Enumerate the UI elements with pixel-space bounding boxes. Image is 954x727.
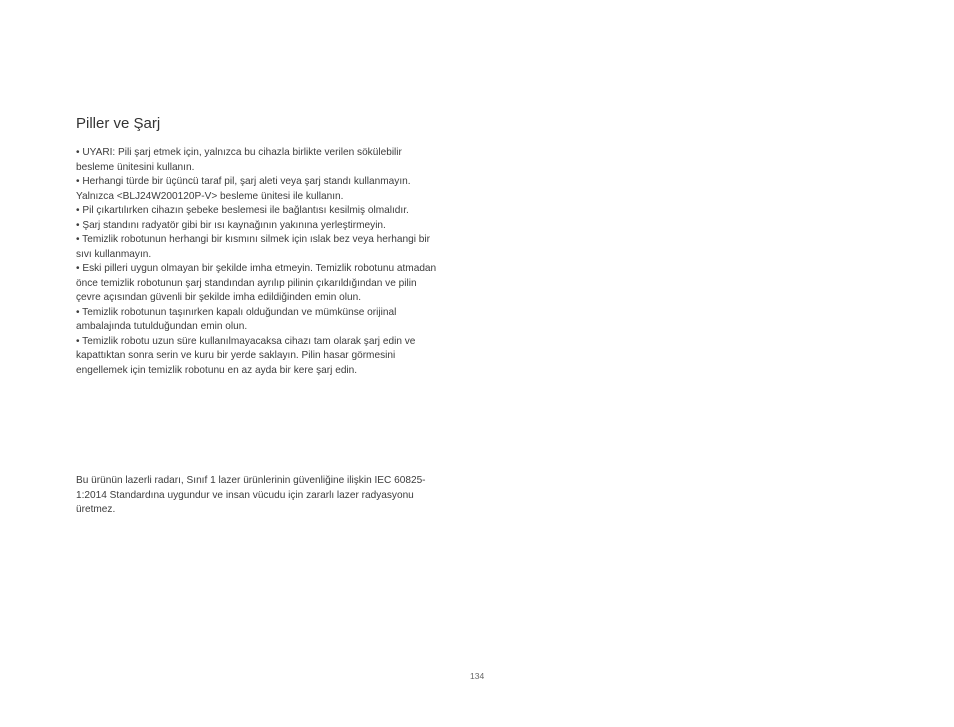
laser-safety-note: Bu ürünün lazerli radarı, Sınıf 1 lazer ürünlerinin güvenliğine ilişkin IEC 60825-1:2014 Standardına uygundur ve insan vücudu için zararlı lazer radyasyonu üretmez. xyxy=(76,475,426,515)
warning-item: • Temizlik robotu uzun süre kullanılmayacaksa cihazı tam olarak şarj edin ve kapattıktan sonra serin ve kuru bir yerde saklayın. Pilin hasar görmesini engellemek için temizlik robotunu en az ayda bir kere şarj edin. xyxy=(76,335,416,376)
warning-item: • Eski pilleri uygun olmayan bir şekilde imha etmeyin. Temizlik robotunu atmadan önce temizlik robotunun şarj standından ayrılıp pilinin çıkarıldığından ve pilin çevre açısından güvenli bir şekilde imha edildiğinden emin olun. xyxy=(76,263,437,303)
warning-list xyxy=(76,146,438,378)
page-title: Piller ve Şarj xyxy=(76,115,161,132)
warning-item: • Pil çıkartılırken cihazın şebeke beslemesi ile bağlantısı kesilmiş olmalıdır. xyxy=(76,205,409,216)
warning-item: • Herhangi türde bir üçüncü taraf pil, şarj aleti veya şarj standı kullanmayın. Yalnızca <BLJ24W200120P-V> besleme ünitesi ile kullanın. xyxy=(76,176,411,202)
warning-item: • Temizlik robotunun herhangi bir kısmını silmek için ıslak bez veya herhangi bir sıvı kullanmayın. xyxy=(76,234,430,260)
page-number: 134 xyxy=(470,671,485,681)
warning-item: • Temizlik robotunun taşınırken kapalı olduğundan ve mümkünse orijinal ambalajında tutulduğundan emin olun. xyxy=(76,306,397,332)
warning-item: • UYARI: Pili şarj etmek için, yalnızca bu cihazla birlikte verilen sökülebilir besleme ünitesini kullanın. xyxy=(76,147,402,173)
warning-item: • Şarj standını radyatör gibi bir ısı kaynağının yakınına yerleştirmeyin. xyxy=(76,219,386,231)
